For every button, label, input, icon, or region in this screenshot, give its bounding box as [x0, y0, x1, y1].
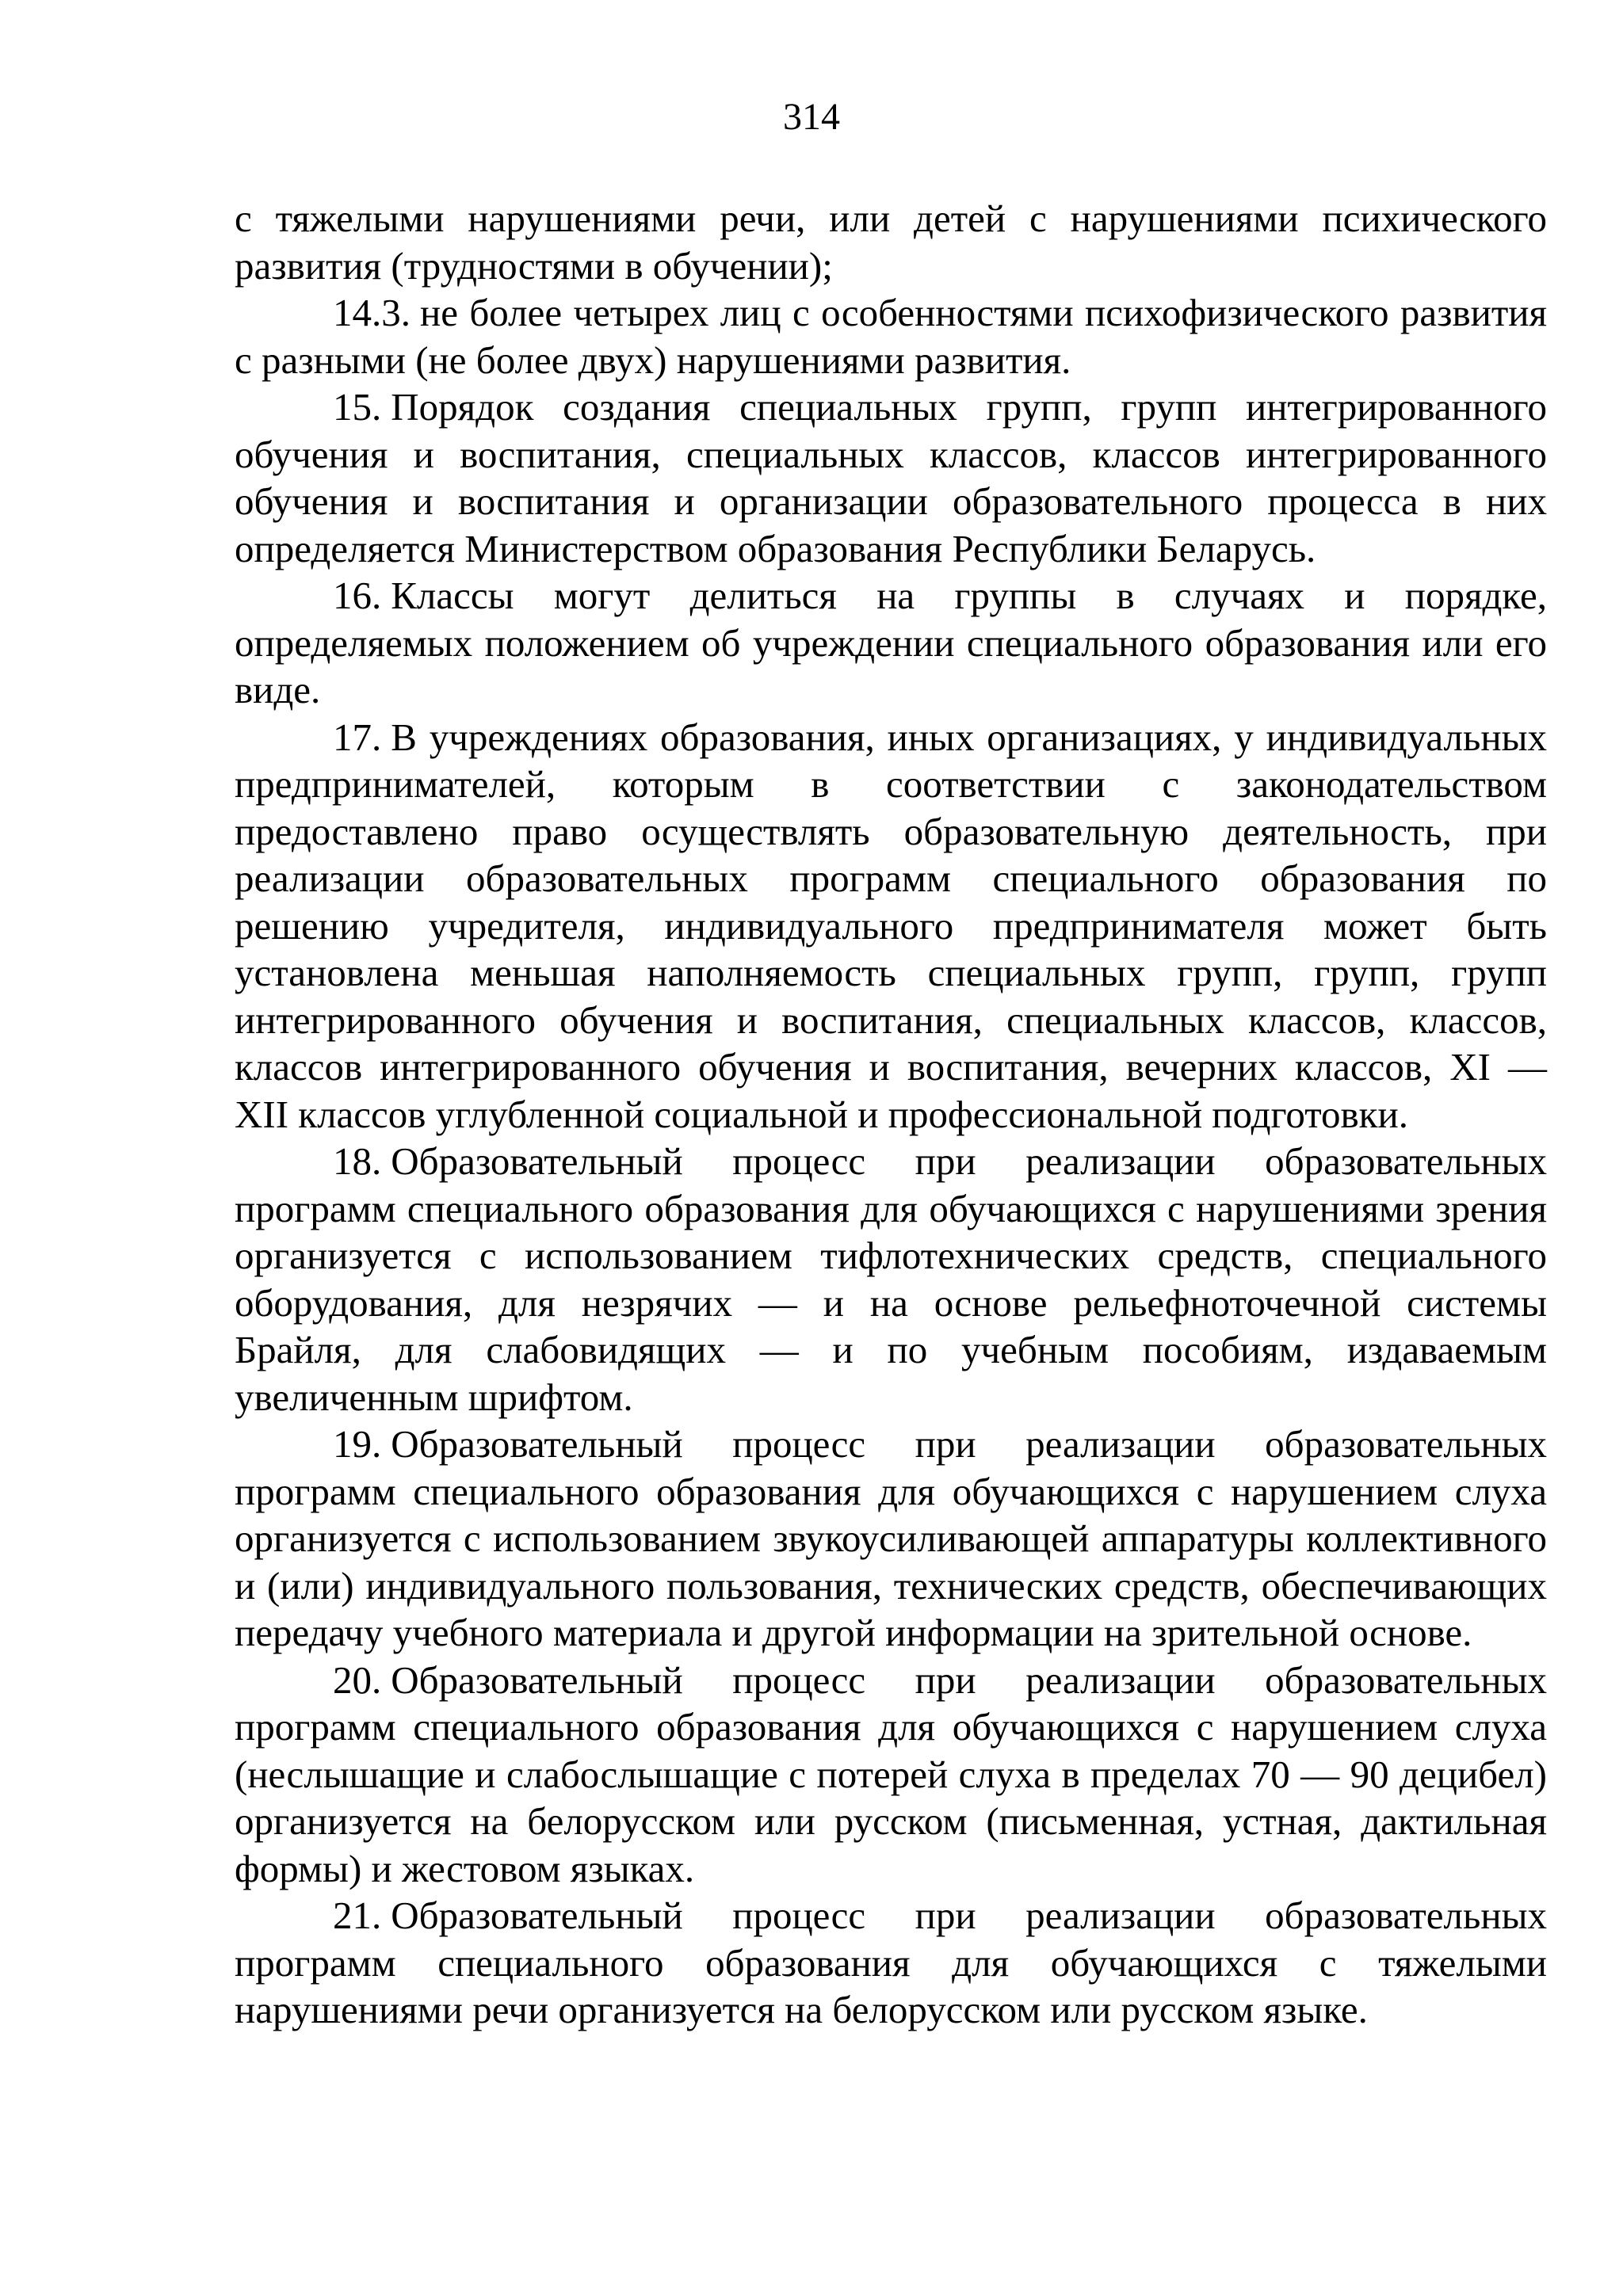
paragraph-20	[235, 1657, 1547, 1893]
page-number: 314	[783, 96, 840, 138]
paragraph-number: 17.	[333, 715, 382, 759]
paragraph-number: 18.	[333, 1139, 382, 1183]
paragraph-number: 20.	[333, 1657, 382, 1702]
paragraph-18	[235, 1138, 1547, 1421]
paragraph-text: Образовательный процесс при реализации образовательных программ специального образования для обучающихся с нарушением слуха организуется с использованием звукоусиливающей аппаратуры коллективного и (или) индивидуального пользования, технических средств, обеспечивающих передачу учебного материала и другой информации на зрительной основе.	[235, 1422, 1547, 1654]
document-body	[235, 195, 1547, 2034]
paragraph-text: В учреждениях образования, иных организациях, у индивидуальных предпринимателей, которым в соответствии с законодательством предоставлено право осуществлять образовательную деятельность, при реализации образовательных программ специального образования по решению учредителя, индивидуального предпринимателя может быть установлена меньшая наполняемость специальных групп, групп, групп интегрированного обучения и воспитания, специальных классов, классов, классов интегрированного обучения и воспитания, вечерних классов, XI — XII классов углубленной социальной и профессиональной подготовки.	[235, 715, 1547, 1136]
paragraph-17	[235, 714, 1547, 1138]
paragraph-number: 21.	[333, 1894, 382, 1937]
paragraph-14-3	[235, 289, 1547, 383]
paragraph-text: Образовательный процесс при реализации образовательных программ специального образования для обучающихся с тяжелыми нарушениями речи организуется на белорусском или русском языке.	[235, 1894, 1547, 2031]
paragraph-continuation	[235, 195, 1547, 289]
paragraph-15	[235, 383, 1547, 572]
paragraph-text: Образовательный процесс при реализации образовательных программ специального образования для обучающихся с нарушениями зрения организуется с использованием тифлотехнических средств, специального оборудования, для незрячих — и на основе рельефноточечной системы Брайля, для слабовидящих — и по учебным пособиям, издаваемым увеличенным шрифтом.	[235, 1139, 1547, 1419]
paragraph-text: не более четырех лиц с особенностями психофизического развития с разными (не более двух) нарушениями развития.	[235, 291, 1547, 382]
paragraph-number: 16.	[333, 574, 382, 617]
paragraph-number: 14.3.	[333, 291, 411, 334]
paragraph-text: Классы могут делиться на группы в случаях и порядке, определяемых положением об учреждении специального образования или его виде.	[235, 574, 1547, 711]
paragraph-16	[235, 572, 1547, 714]
paragraph-19	[235, 1421, 1547, 1657]
paragraph-number: 19.	[333, 1422, 382, 1466]
paragraph-text: с тяжелыми нарушениями речи, или детей с нарушениями психического развития (трудностями в обучении);	[235, 196, 1547, 288]
paragraph-number: 15.	[333, 385, 382, 429]
paragraph-21	[235, 1892, 1547, 2034]
paragraph-text: Порядок создания специальных групп, групп интегрированного обучения и воспитания, специальных классов, классов интегрированного обучения и воспитания и организации образовательного процесса в них определяется Министерством образования Республики Беларусь.	[235, 385, 1547, 570]
paragraph-text: Образовательный процесс при реализации образовательных программ специального образования для обучающихся с нарушением слуха (неслышащие и слабослышащие с потерей слуха в пределах 70 — 90 децибел) организуется на белорусском или русском (письменная, устная, дактильная формы) и жестовом языках.	[235, 1657, 1547, 1890]
